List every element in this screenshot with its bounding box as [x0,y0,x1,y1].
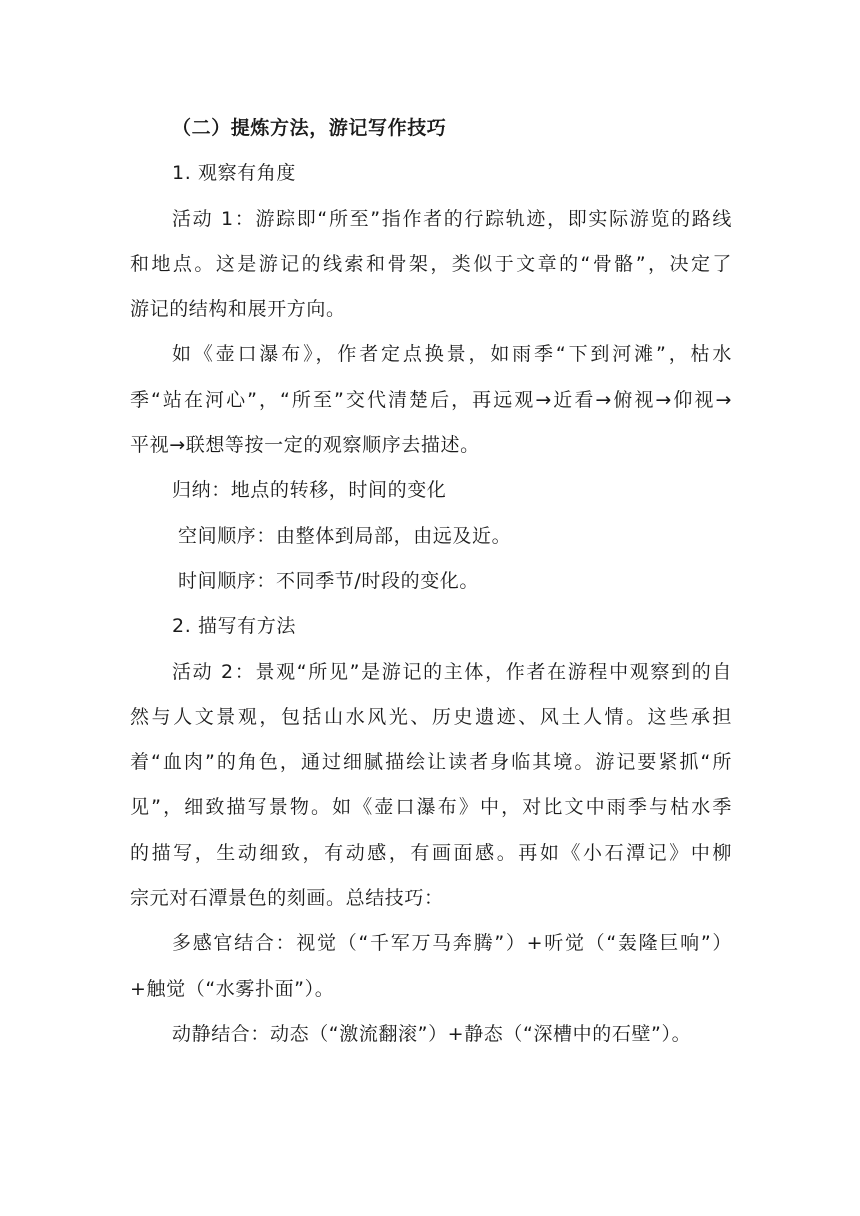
paragraph-activity-2-line-5: 的描写，生动细致，有动感，有画面感。再如《小石潭记》中柳 [130,841,732,864]
paragraph-activity-2-line-3: 着“血肉”的角色，通过细腻描绘让读者身临其境。游记要紧抓“所 [130,751,732,774]
subheading-description: 2. 描写有方法 [172,615,296,638]
paragraph-example-line-3: 平视→联想等按一定的观察顺序去描述。 [130,434,480,457]
paragraph-example-line-2: 季“站在河心”，“所至”交代清楚后，再远观→近看→俯视→仰视→ [130,388,732,411]
paragraph-activity-1-line-3: 游记的结构和展开方向。 [130,298,346,321]
paragraph-senses-line-1: 多感官结合：视觉（“千军万马奔腾”）+听觉（“轰隆巨响”） [172,932,732,955]
subheading-observation: 1. 观察有角度 [172,162,296,185]
paragraph-activity-2-line-1: 活动 2：景观“所见”是游记的主体，作者在游程中观察到的自 [172,660,732,683]
paragraph-activity-2-line-6: 宗元对石潭景色的刻画。总结技巧： [130,887,444,910]
paragraph-motion-stillness: 动静结合：动态（“激流翻滚”）+静态（“深槽中的石壁”）。 [172,1022,692,1045]
document-page [130,106,732,1057]
time-order-line: 时间顺序：不同季节/时段的变化。 [178,569,480,592]
section-heading: （二）提炼方法，游记写作技巧 [172,117,447,139]
summary-line: 归纳：地点的转移，时间的变化 [172,479,447,502]
paragraph-activity-2-line-2: 然与人文景观，包括山水风光、历史遗迹、风土人情。这些承担 [130,705,732,728]
paragraph-activity-2-line-4: 见”，细致描写景物。如《壶口瀑布》中，对比文中雨季与枯水季 [130,796,732,819]
paragraph-activity-1-line-2: 和地点。这是游记的线索和骨架，类似于文章的“骨骼”，决定了 [130,252,732,275]
paragraph-example-line-1: 如《壶口瀑布》，作者定点换景，如雨季“下到河滩”，枯水 [172,343,732,366]
paragraph-activity-1-line-1: 活动 1：游踪即“所至”指作者的行踪轨迹，即实际游览的路线 [172,207,732,230]
paragraph-senses-line-2: +触觉（“水雾扑面”）。 [130,977,335,1000]
space-order-line: 空间顺序：由整体到局部，由远及近。 [178,524,512,547]
